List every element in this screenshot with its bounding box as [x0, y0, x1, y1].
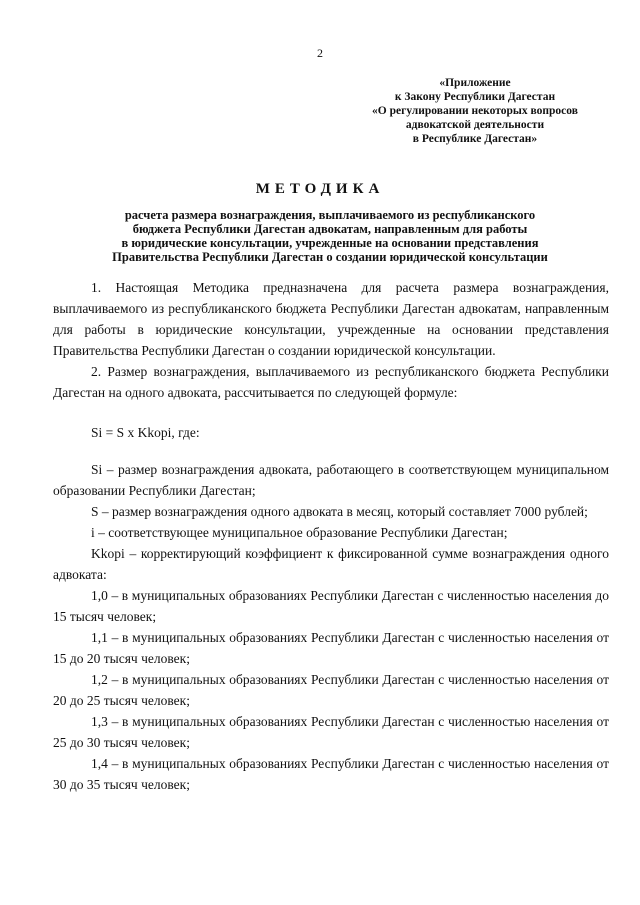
- subtitle-line: расчета размера вознаграждения, выплачиваемого из республиканского: [124, 208, 536, 222]
- appendix-header: [330, 76, 620, 146]
- coefficient-1-0: 1,0 – в муниципальных образованиях Республики Дагестан с численностью населения до 15 тысяч человек;: [53, 588, 609, 624]
- appendix-line: в Республике Дагестан»: [412, 133, 538, 145]
- coefficient-1-4: 1,4 – в муниципальных образованиях Республики Дагестан с численностью населения от 30 до 35 тысяч человек;: [53, 756, 609, 792]
- appendix-line: к Закону Республики Дагестан: [394, 91, 556, 103]
- subtitle-line: Правительства Республики Дагестан о создании юридической консультации: [112, 250, 548, 264]
- definition-kkopi: Kkopi – корректирующий коэффициент к фиксированной сумме вознаграждения одного адвоката:: [53, 546, 609, 582]
- subtitle-line: бюджета Республики Дагестан адвокатам, направленным для работы: [132, 222, 528, 236]
- formula: Si = S x Kkopi, где:: [91, 425, 200, 440]
- subtitle-line: в юридические консультации, учрежденные на основании представления: [121, 236, 539, 250]
- coefficient-1-2: 1,2 – в муниципальных образованиях Республики Дагестан с численностью населения от 20 до 25 тысяч человек;: [53, 672, 609, 708]
- definition-s: S – размер вознаграждения одного адвоката в месяц, который составляет 7000 рублей;: [91, 504, 588, 519]
- paragraph-2: 2. Размер вознаграждения, выплачиваемого из республиканского бюджета Республики Дагестан на одного адвоката, рассчитывается по следующей формуле:: [53, 364, 609, 400]
- page-number: 2: [317, 46, 323, 60]
- appendix-line: «О регулировании некоторых вопросов: [372, 105, 578, 117]
- definition-i: i – соответствующее муниципальное образование Республики Дагестан;: [91, 525, 508, 540]
- definition-si: Si – размер вознаграждения адвоката, работающего в соответствующем муниципальном образовании Республики Дагестан;: [53, 462, 609, 498]
- appendix-line: «Приложение: [439, 77, 511, 89]
- document-body: [53, 277, 609, 795]
- document-subtitle: [50, 208, 610, 264]
- appendix-line: адвокатской деятельности: [405, 119, 545, 131]
- coefficient-1-1: 1,1 – в муниципальных образованиях Республики Дагестан с численностью населения от 15 до 20 тысяч человек;: [53, 630, 609, 666]
- paragraph-1: 1. Настоящая Методика предназначена для расчета размера вознаграждения, выплачиваемого из республиканского бюджета Республики Дагестан адвокатам, направленным для работы в юридические консультации, учрежденные на основании представления Правительства Республики Дагестан о создании юридической консультации.: [53, 280, 609, 358]
- document-title: МЕТОДИКА: [255, 181, 385, 197]
- coefficient-1-3: 1,3 – в муниципальных образованиях Республики Дагестан с численностью населения от 25 до 30 тысяч человек;: [53, 714, 609, 750]
